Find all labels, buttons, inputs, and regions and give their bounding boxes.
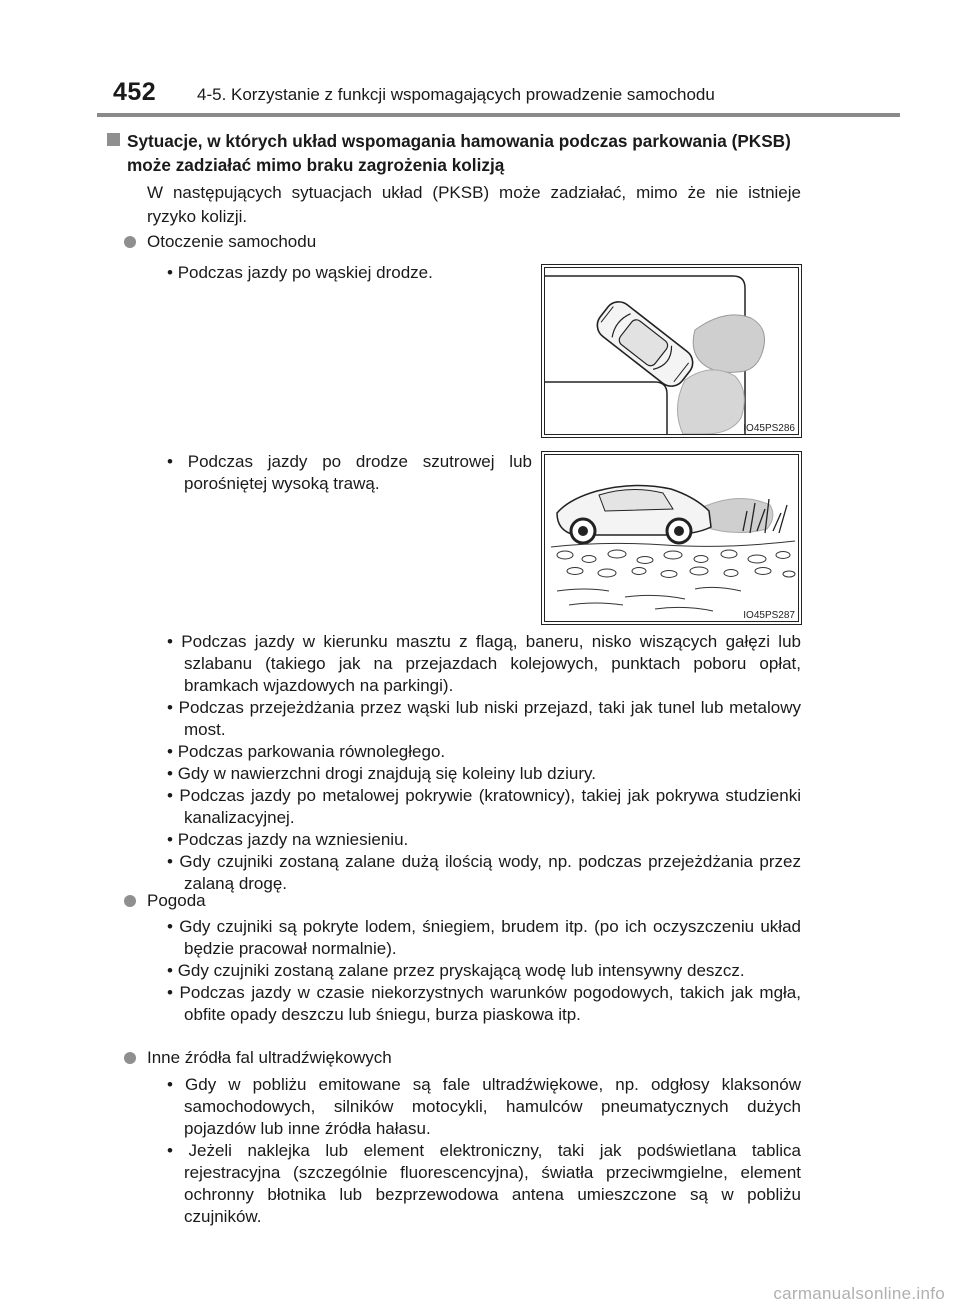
list-item: • Gdy w pobliżu emitowane są fale ultradźwiękowe, np. odgłosy klaksonów samochodowych, silników motocykli, hamulców pneumatycznych dużych pojazdów lub inne źródła hałasu. xyxy=(167,1074,801,1140)
circle-bullet-icon xyxy=(124,895,136,907)
list-item: • Gdy czujniki zostaną zalane przez pryskającą wodę lub intensywny deszcz. xyxy=(167,960,801,982)
category-weather xyxy=(147,891,206,911)
list-item: • Gdy w nawierzchni drogi znajdują się koleiny lub dziury. xyxy=(167,763,801,785)
gravel-road-illustration xyxy=(545,455,798,621)
list-item: • Podczas jazdy po drodze szutrowej lub porośniętej wysoką trawą. xyxy=(167,451,532,495)
ultrasonic-list xyxy=(167,1074,801,1228)
list-item: • Podczas przejeżdżania przez wąski lub niski przejazd, taki jak tunel lub metalowy most. xyxy=(167,697,801,741)
page-number: 452 xyxy=(113,78,157,106)
section-heading-text: Sytuacje, w których układ wspomagania hamowania podczas parkowania (PKSB) może zadziałać mimo braku zagrożenia kolizją xyxy=(127,131,791,175)
section-intro: W następujących sytuacjach układ (PKSB) może zadziałać, mimo że nie istnieje ryzyko kolizji. xyxy=(147,183,801,226)
category-title: Pogoda xyxy=(147,891,206,910)
figure-narrow-road-frame xyxy=(544,267,799,435)
figure-narrow-road xyxy=(541,264,802,438)
circle-bullet-icon xyxy=(124,1052,136,1064)
list-item: • Podczas parkowania równoległego. xyxy=(167,741,801,763)
watermark: carmanualsonline.info xyxy=(773,1284,945,1303)
category-title: Inne źródła fal ultradźwiękowych xyxy=(147,1048,392,1067)
narrow-road-illustration xyxy=(545,268,798,434)
list-item: • Podczas jazdy w czasie niekorzystnych warunków pogodowych, takich jak mgła, obfite opady deszczu lub śniegu, burza piaskowa itp. xyxy=(167,982,801,1026)
list-item: • Gdy czujniki zostaną zalane dużą ilością wody, np. podczas przejeżdżania przez zalaną drogę. xyxy=(167,851,801,895)
category-title: Otoczenie samochodu xyxy=(147,232,317,251)
figure-gravel-road-frame xyxy=(544,454,799,622)
circle-bullet-icon xyxy=(124,236,136,248)
section-heading xyxy=(127,129,807,177)
category-ultrasonic xyxy=(147,1048,392,1068)
list-item: • Podczas jazdy w kierunku masztu z flagą, baneru, nisko wiszących gałęzi lub szlabanu (takiego jak na przejazdach kolejowych, punktach poboru opłat, bramkach wjazdowych na parkingi). xyxy=(167,631,801,697)
header-divider xyxy=(97,113,900,117)
figure-code: IO45PS287 xyxy=(743,610,795,621)
weather-list xyxy=(167,916,801,1026)
chapter-title: 4-5. Korzystanie z funkcji wspomagających prowadzenie samochodu xyxy=(197,85,715,104)
surroundings-list xyxy=(167,631,801,895)
category-surroundings xyxy=(147,232,316,252)
figure-code: IO45PS286 xyxy=(743,423,795,434)
list-item: • Gdy czujniki są pokryte lodem, śniegiem, brudem itp. (po ich oczyszczeniu układ będzie pracował normalnie). xyxy=(167,916,801,960)
list-item: • Podczas jazdy po metalowej pokrywie (kratownicy), takiej jak pokrywa studzienki kanalizacyjnej. xyxy=(167,785,801,829)
square-bullet-icon xyxy=(107,133,120,146)
figure-gravel-road xyxy=(541,451,802,625)
list-item: • Podczas jazdy na wzniesieniu. xyxy=(167,829,801,851)
list-item: • Podczas jazdy po wąskiej drodze. xyxy=(167,262,433,284)
list-item: • Jeżeli naklejka lub element elektroniczny, taki jak podświetlana tablica rejestracyjna (szczególnie fluorescencyjna), światła przeciwmgielne, element ochronny błotnika lub bezprzewodowa antena umieszczone są w pobliżu czujników. xyxy=(167,1140,801,1228)
